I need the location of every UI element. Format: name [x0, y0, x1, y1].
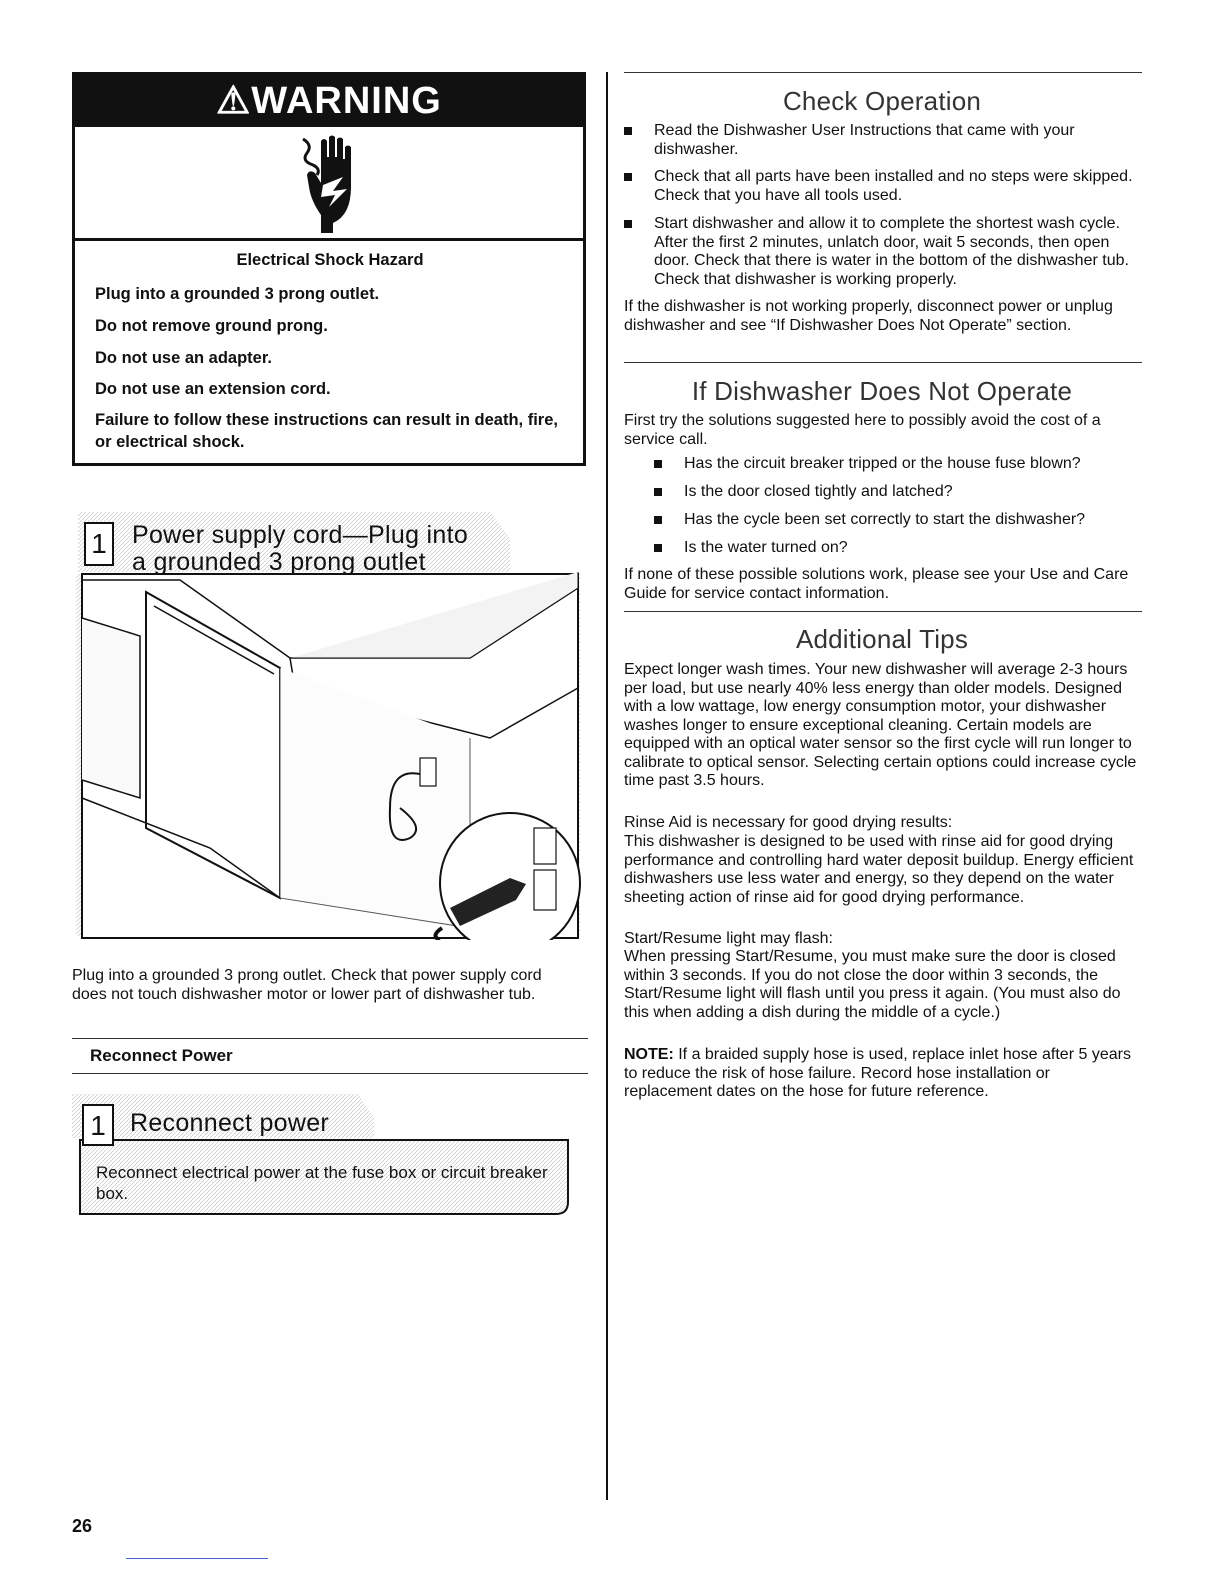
warning-line: Failure to follow these instructions can result in death, fire, or electrical shock.: [95, 411, 558, 451]
divider: [72, 1038, 588, 1039]
list-item: Is the door closed tightly and latched?: [684, 483, 1142, 502]
step-number: 1: [84, 522, 114, 566]
list-item: Read the Dishwasher User Instructions that came with your dishwasher.: [654, 122, 1142, 159]
check-operation-after: If the dishwasher is not working properly, disconnect power or unplug dishwasher and see “If Dishwasher Does Not Operate” section.: [624, 298, 1113, 334]
warning-box: [72, 72, 586, 466]
tips-paragraph: When pressing Start/Resume, you must make sure the door is closed within 3 seconds. If you do not close the door within 3 seconds, the Start/Resume light will flash until you press it again. (You must also do this when adding a dish during the middle of a cycle.): [624, 948, 1121, 1021]
hazard-title: Electrical Shock Hazard: [236, 251, 424, 269]
power-cord-illustration: [70, 508, 582, 940]
not-operate-title: If Dishwasher Does Not Operate: [691, 376, 1073, 406]
power-cord-caption: Plug into a grounded 3 prong outlet. Check that power supply cord does not touch dishwasher motor or lower part of dishwasher tub.: [72, 967, 542, 1003]
note-label: NOTE:: [624, 1046, 674, 1063]
step-title-line2: a grounded 3 prong outlet: [132, 548, 426, 576]
divider: [72, 1073, 588, 1074]
not-operate-after: If none of these possible solutions work, please see your Use and Care Guide for service contact information.: [624, 566, 1129, 602]
step-number: 1: [82, 1104, 114, 1146]
additional-tips-title: Additional Tips: [795, 624, 969, 654]
column-divider: [606, 72, 608, 1500]
step-title-line1: Power supply cord—Plug into: [132, 521, 469, 549]
reconnect-text: Reconnect electrical power at the fuse box or circuit breaker box.: [96, 1163, 548, 1203]
list-item: Check that all parts have been installed and no steps were skipped. Check that you have all tools used.: [654, 168, 1142, 205]
step-title: Reconnect power: [130, 1109, 330, 1137]
reconnect-step-panel: [68, 1092, 576, 1218]
list-item: Has the cycle been set correctly to start the dishwasher?: [684, 511, 1142, 530]
list-item: Is the water turned on?: [684, 539, 1142, 558]
note-text: If a braided supply hose is used, replace inlet hose after 5 years to reduce the risk of hose failure. Record hose installation or replacement dates on the hose for future reference.: [624, 1046, 1131, 1100]
warning-line: Do not use an extension cord.: [95, 380, 331, 398]
tips-note: [624, 1046, 1142, 1102]
warning-line: Plug into a grounded 3 prong outlet.: [95, 285, 380, 303]
not-operate-intro: First try the solutions suggested here to possibly avoid the cost of a service call.: [624, 412, 1101, 448]
warning-line: Do not use an adapter.: [95, 349, 272, 367]
tips-subhead: Start/Resume light may flash:: [624, 930, 833, 947]
list-item: Start dishwasher and allow it to complete the shortest wash cycle. After the first 2 minutes, unlatch door, wait 5 seconds, then open door. Check that there is water in the bottom of the dishwasher tub. Check that dishwasher is working properly.: [654, 215, 1142, 289]
list-item: Has the circuit breaker tripped or the house fuse blown?: [684, 455, 1142, 474]
tips-paragraph: Expect longer wash times. Your new dishwasher will average 2-3 hours per load, but use nearly 40% less energy than older models. Designed with a low wattage, low energy consumption motor, your dishwasher washes longer to ensure exceptional cleaning. Certain models are equipped with an optical water sensor so the first cycle will run longer to calibrate to optical sensor. Selecting certain options could increase cycle time past 3.5 hours.: [624, 661, 1137, 789]
divider: [624, 611, 1142, 612]
reconnect-power-heading: Reconnect Power: [90, 1046, 233, 1065]
warning-icon-area: [75, 127, 583, 241]
tips-paragraph: This dishwasher is designed to be used with rinse aid for good drying performance and controlling hard water deposit buildup. Energy efficient dishwashers use less water and energy, so they depend on the water sheeting action of rinse aid for good drying performance.: [624, 833, 1134, 906]
footer-line: [126, 1558, 268, 1559]
tips-subhead: Rinse Aid is necessary for good drying results:: [624, 814, 953, 831]
warning-line: Do not remove ground prong.: [95, 317, 328, 335]
electrical-shock-hand-icon: [299, 135, 363, 233]
warning-header: ⚠WARNING: [75, 75, 583, 127]
divider: [624, 362, 1142, 363]
page-number: 26: [72, 1516, 93, 1536]
check-operation-title: Check Operation: [782, 86, 982, 116]
divider: [624, 72, 1142, 73]
